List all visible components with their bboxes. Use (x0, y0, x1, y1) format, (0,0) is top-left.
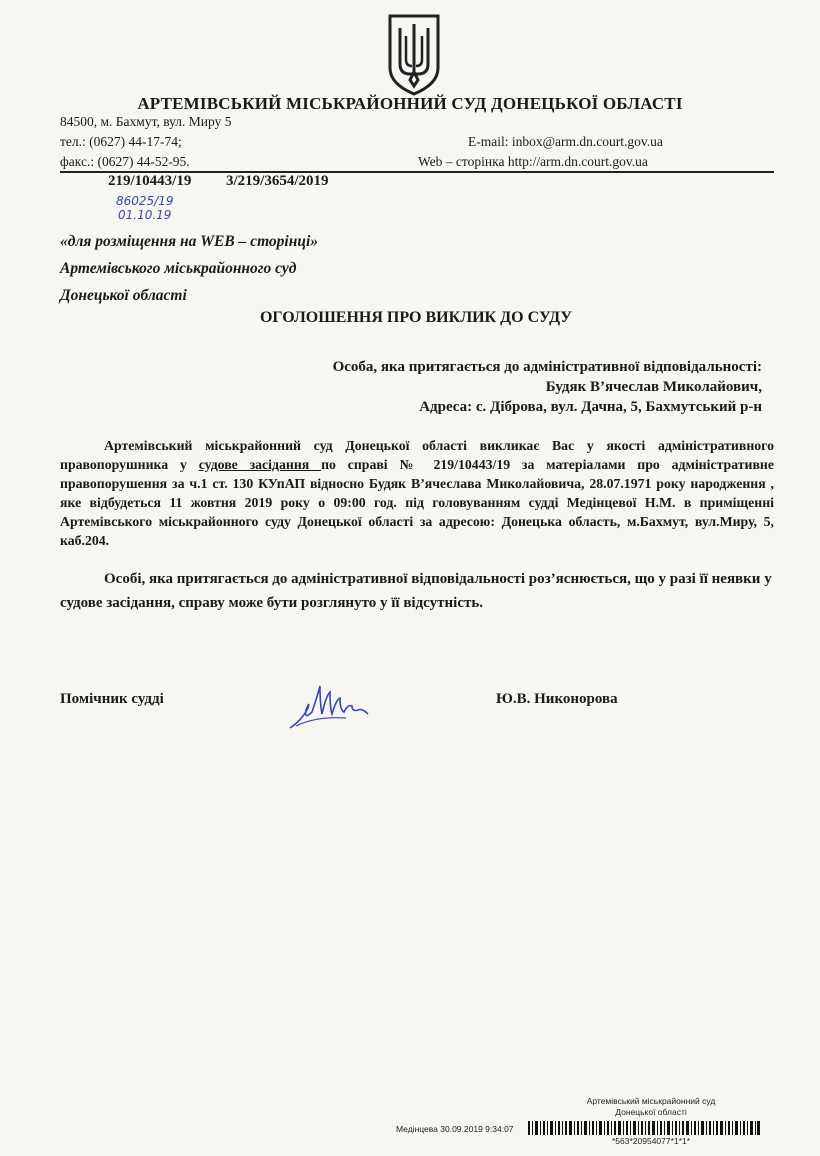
summons-text-start: Артемівський міськрайонний суд Донецької області викликає Вас у якості адміністративного правопорушника у (60, 438, 774, 472)
handwritten-reference: 86025/19 (116, 194, 174, 208)
addressee-line1: «для розміщення на WEB – сторінці» (60, 233, 319, 250)
court-fax: факс.: (0627) 44-52-95. (60, 154, 190, 169)
barcode-text: *563*20954077*1*1* (612, 1136, 690, 1146)
document-title: ОГОЛОШЕННЯ ПРО ВИКЛИК ДО СУДУ (259, 309, 573, 326)
absence-notice-paragraph: Особі, яка притягається до адміністративної відповідальності роз’яснюється, що у разі її неявки у судове засідання, справу може бути розглянуто у її відсутність. (60, 571, 772, 611)
court-email: E-mail: inbox@arm.dn.court.gov.ua (468, 134, 663, 149)
person-role: Особа, яка притягається до адміністративної відповідальності: (332, 359, 762, 375)
summons-text-end: по справі № 219/10443/19 за матеріалами про адміністративне правопорушення за ч.1 ст. 130 КУпАП відносно Будяк В’ячеслава Миколайовича, 28.07.1971 року народження , яке відбудеться 11 жовтня 2019 року о 09:00 год. під головуванням судді Медінцевої Н.М. в приміщенні Артемівського міськрайонного суду Донецької області за адресою: Донецька область, м.Бахмут, вул.Миру, 5, каб.204. (60, 457, 775, 548)
barcode-icon (528, 1121, 760, 1135)
handwritten-date: 01.10.19 (118, 208, 172, 222)
court-name: АРТЕМІВСЬКИЙ МІСЬКРАЙОННИЙ СУД ДОНЕЦЬКОЇ ОБЛАСТІ (137, 94, 683, 113)
court-website: Web – сторінка http://arm.dn.court.gov.ua (418, 154, 648, 169)
stamp-court-line1: Артемівський міськрайонний суд (586, 1096, 716, 1106)
signatory-name: Ю.В. Никонорова (496, 691, 618, 707)
addressee-line3: Донецької області (60, 287, 187, 304)
summons-hearing-term: судове засідання (198, 457, 322, 472)
case-number: 219/10443/19 (108, 173, 192, 189)
addressee-line2: Артемівського міськрайонного суд (60, 260, 297, 277)
court-phone: тел.: (0627) 44-17-74; (60, 134, 182, 149)
stamp-court-line2: Донецької області (615, 1107, 687, 1117)
proceeding-number: 3/219/3654/2019 (226, 173, 329, 189)
signatory-position: Помічник судді (60, 691, 164, 707)
person-name: Будяк В’ячеслав Миколайович, (545, 379, 762, 395)
coat-of-arms-icon (386, 14, 442, 96)
stamp-signed-info: Медінцева 30.09.2019 9:34:07 (396, 1124, 514, 1134)
person-address: Адреса: с. Діброва, вул. Дачна, 5, Бахмутський р-н (419, 399, 762, 415)
court-address: 84500, м. Бахмут, вул. Миру 5 (60, 114, 232, 129)
summons-paragraph (60, 436, 774, 550)
handwritten-signature (286, 680, 372, 734)
